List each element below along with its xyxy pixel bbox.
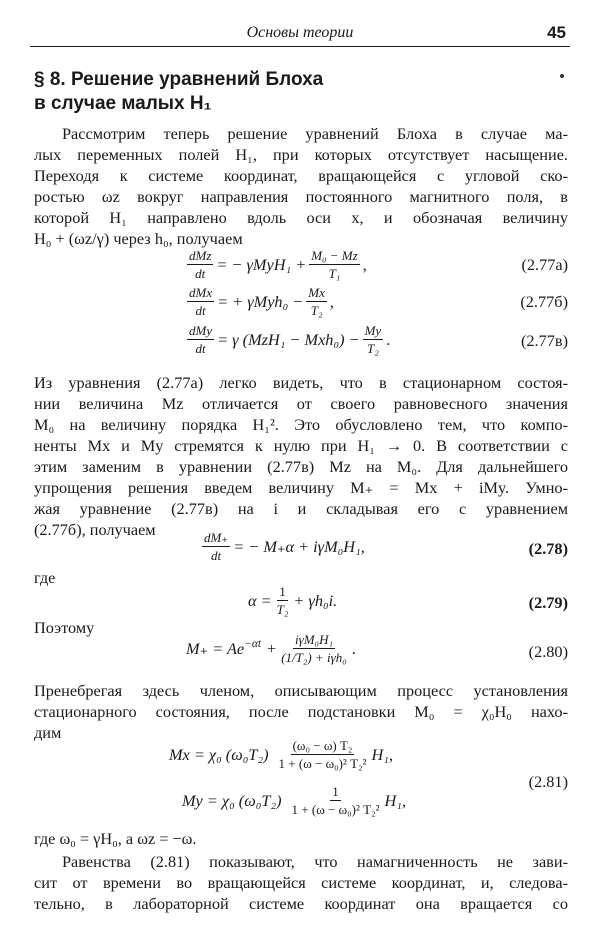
equation-2-77a: $\frac{\text{dMz}}{dt}$ = − γMyH₁ + $\frac{\text{M₀ − Mz}}{\text{T₁}}$ , (2.77a) <box>189 248 568 281</box>
eq-tail: H₁, <box>371 744 394 764</box>
stray-dot <box>560 74 564 78</box>
eq-plus: + <box>267 638 277 658</box>
eq-rhs: = − M₊α + iγM₀H₁, <box>233 536 365 556</box>
eq-frac-denominator: (1/T₂) + iγh₀ <box>281 650 347 665</box>
equation-2-77v: $\frac{\text{dMy}}{dt}$ = γ (MzH₁ − Mxh₀) − $\frac{My}{\text{T₂}}$ . (2.77в) <box>189 323 568 356</box>
page-number: 45 <box>547 23 566 42</box>
eq-lhs-numerator: dMx <box>189 285 213 300</box>
text-line: ненты Mx и My стремятся к нулю при H₁ → 0. В соответствии с <box>34 436 568 455</box>
eq-lhs-denominator: dt <box>195 341 206 356</box>
paragraph-1 <box>34 123 568 249</box>
eq-rhs: + γh₀i. <box>293 590 338 610</box>
text-line: которой H₁ направлено вдоль оси x, и обозначая величину <box>34 208 568 227</box>
section-heading-line-1: § 8. Решение уравнений Блоха <box>34 69 324 90</box>
equation-2-78 <box>34 530 570 566</box>
eq-frac-denominator: 1 + (ω − ω₀)² T₂² <box>278 756 367 771</box>
running-title: Основы теории <box>246 24 354 41</box>
eq-rhs: = − γMyH₁ + <box>216 254 307 274</box>
text-line: Равенства (2.81) показывают, что намагниченность не зави- <box>62 852 568 871</box>
section-heading-line-2: в случае малых H₁ <box>34 93 212 114</box>
paragraph-4 <box>34 851 568 914</box>
eq-lhs-denominator: dt <box>195 266 206 281</box>
equation-number: (2.77в) <box>520 331 568 350</box>
eq-frac-denominator: T₁ <box>328 266 341 281</box>
running-head <box>30 22 570 47</box>
eq-lhs-numerator: dMy <box>189 323 213 338</box>
eq-frac-numerator: M₀ − Mz <box>311 248 358 263</box>
equation-number: (2.79) <box>528 593 568 612</box>
eq-frac-numerator: 1 <box>332 784 339 799</box>
eq-frac-denominator: T₂ <box>367 341 379 356</box>
text-line: ростью ωz вокруг направления постоянного магнитного поля, в <box>34 187 568 206</box>
text-line: этим заменим в уравнении (2.77в) Mz на M₀. Для дальнейшего <box>34 457 568 476</box>
eq-frac-numerator: My <box>364 323 382 338</box>
text-line: упрощения решения введем величину M₊ = Mx + iMy. Умно- <box>34 478 568 497</box>
text-line: (2.77б), получаем <box>34 520 156 539</box>
eq-lhs: α = <box>248 590 272 610</box>
equation-2-80: M₊ = Ae $^{-\alpha t}$ + $\frac{\text{iγM₀H₁}}{\text{(1/T₂) + iγh₀}}$ . (2.80) <box>186 632 568 665</box>
eq-lhs-numerator: dMz <box>189 248 212 263</box>
eq-lhs-numerator: dM₊ <box>204 530 229 545</box>
eq-lhs: M₊ = Ae <box>186 638 245 658</box>
eq-frac-numerator: iγM₀H₁ <box>294 632 333 647</box>
paragraph-3 <box>34 680 568 743</box>
eq-rhs: = γ (MzH₁ − Mxh₀) − <box>217 329 360 349</box>
eq-frac-numerator: 1 <box>279 584 286 599</box>
text-line: Пренебрегая здесь членом, описывающим процесс установления <box>34 681 568 700</box>
text-line: стационарного состояния, после подстановки M₀ = χ₀H₀ нахо- <box>34 702 568 721</box>
section-heading <box>34 68 534 116</box>
text-line: M₀ на величину порядка H₁². Это обусловлено тем, что компо- <box>34 415 568 434</box>
therefore-label: Поэтому <box>34 618 95 637</box>
eq-lhs-denominator: dt <box>195 303 206 318</box>
eq-exponent: −αt <box>244 638 262 650</box>
text-line: жая уравнение (2.77в) на i и складывая его с уравнением <box>34 499 568 518</box>
eq-tail: H₁, <box>384 790 407 810</box>
equation-number: (2.81) <box>528 772 568 791</box>
equation-number: (2.77a) <box>521 255 568 274</box>
text-line: лых переменных полей H₁, при которых отсутствует насыщение. <box>34 145 568 164</box>
eq-frac-numerator: Mx <box>308 285 325 300</box>
text-line: нии величина Mz отличается от своего равновесного значения <box>34 394 568 413</box>
eq-lhs: Mx = χ₀ (ω₀T₂) <box>169 744 269 764</box>
eq-frac-denominator: T₂ <box>310 303 323 318</box>
equation-number: (2.78) <box>528 539 568 558</box>
text-line: H₀ + (ωz/γ) через h₀, получаем <box>34 229 243 248</box>
equation-2-81 <box>34 738 570 828</box>
paragraph-2 <box>34 372 568 540</box>
equation-number: (2.80) <box>528 642 568 661</box>
eq-frac-denominator: 1 + (ω − ω₀)² T₂² <box>291 802 380 817</box>
eq-frac-numerator: (ω₀ − ω) T₂ <box>292 738 353 753</box>
eq-frac-denominator: T₂ <box>276 602 289 617</box>
text-line: Из уравнения (2.77а) легко видеть, что в стационарном состоя- <box>34 373 568 392</box>
where-label: где <box>34 568 56 587</box>
text-line: сит от времени во вращающейся системе координат, и, следова- <box>34 873 568 892</box>
eq-lhs: My = χ₀ (ω₀T₂) <box>182 790 282 810</box>
text-line: дим <box>34 723 62 742</box>
text-line: тельно, в лабораторной системе координат она вращается со <box>34 894 568 913</box>
text-line: Переходя к системе координат, вращающейся с угловой ско- <box>34 166 568 185</box>
equation-number: (2.77б) <box>520 292 568 311</box>
equation-2-77b: $\frac{\text{dMx}}{dt}$ = + γMyh₀ − $\frac{Mx}{\text{T₂}}$ , (2.77б) <box>189 285 568 318</box>
where-omega-line: где ω₀ = γH₀, а ωz = −ω. <box>34 829 197 848</box>
text-line: Рассмотрим теперь решение уравнений Блоха в случае ма- <box>62 124 568 143</box>
equation-2-79 <box>34 584 570 620</box>
eq-rhs: = + γMyh₀ − <box>217 291 304 311</box>
eq-lhs-denominator: dt <box>211 548 222 563</box>
